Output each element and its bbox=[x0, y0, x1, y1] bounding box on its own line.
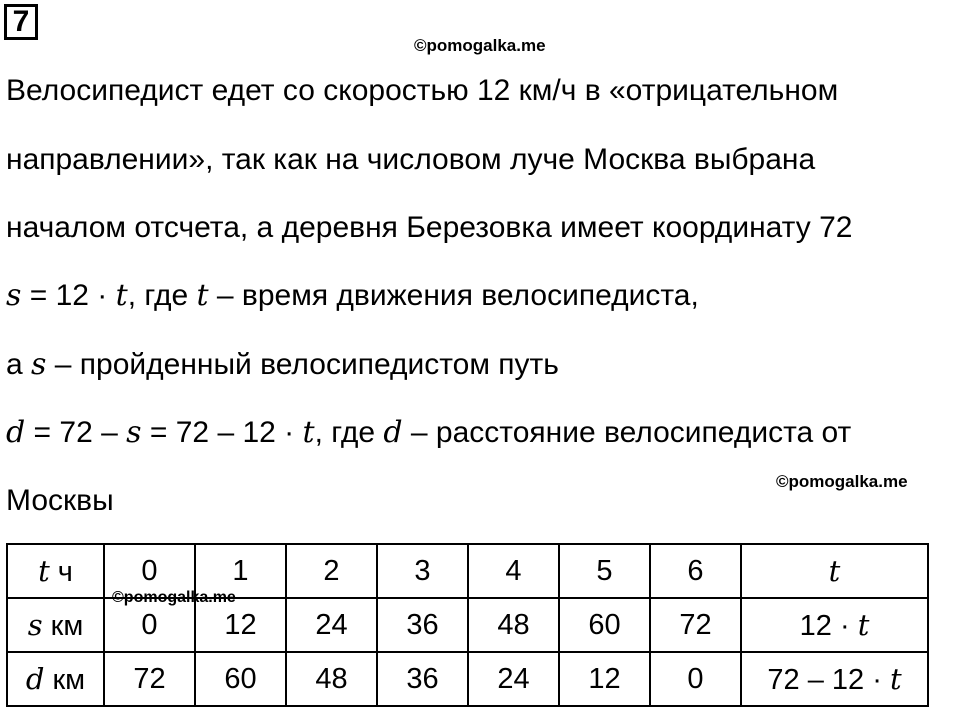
formula-text: а bbox=[6, 348, 32, 381]
watermark-top: ©pomogalka.me bbox=[414, 36, 546, 55]
row-header-cell bbox=[7, 544, 104, 598]
values-table bbox=[6, 543, 929, 707]
row-variable: d bbox=[25, 661, 45, 696]
formula-text: – пройденный велосипедистом путь bbox=[46, 348, 559, 381]
table-cell: 3 bbox=[377, 544, 468, 598]
row-variable: s bbox=[27, 607, 43, 642]
formula-d-line bbox=[6, 416, 851, 450]
var-s: s bbox=[31, 347, 47, 382]
table-cell: 48 bbox=[468, 598, 559, 652]
table-cell: 60 bbox=[195, 652, 286, 706]
var-t: t bbox=[828, 553, 841, 588]
table-cell: 0 bbox=[650, 652, 741, 706]
table-cell: 36 bbox=[377, 652, 468, 706]
table-cell: 12 bbox=[559, 652, 650, 706]
table-cell: 12 bbox=[195, 598, 286, 652]
var-s: s bbox=[6, 278, 22, 313]
formula-cell bbox=[741, 598, 928, 652]
table-cell: 24 bbox=[468, 652, 559, 706]
table-cell: 60 bbox=[559, 598, 650, 652]
formula-text: 12 · bbox=[799, 609, 858, 642]
var-s: s bbox=[126, 415, 142, 450]
table-cell: 36 bbox=[377, 598, 468, 652]
formula-cell bbox=[741, 652, 928, 706]
formula-cell bbox=[741, 544, 928, 598]
formula-text: = 72 – 12 · bbox=[141, 416, 303, 449]
var-t: t bbox=[196, 278, 209, 313]
formula-s-definition-line bbox=[6, 348, 559, 382]
var-d: d bbox=[6, 415, 26, 450]
table-cell: 2 bbox=[286, 544, 377, 598]
table-cell: 48 bbox=[286, 652, 377, 706]
formula-s-line bbox=[6, 279, 699, 313]
row-variable: t bbox=[38, 553, 50, 588]
watermark-table: ©pomogalka.me bbox=[112, 589, 236, 606]
table-cell: 72 bbox=[650, 598, 741, 652]
table-cell: 1 bbox=[195, 544, 286, 598]
formula-text: = 72 – bbox=[25, 416, 127, 449]
row-unit: км bbox=[42, 609, 84, 642]
problem-number: 7 bbox=[4, 4, 38, 40]
table-cell: 0 bbox=[104, 544, 195, 598]
row-unit: км bbox=[44, 663, 86, 696]
formula-text: 72 – 12 · bbox=[767, 663, 890, 696]
table-cell: 24 bbox=[286, 598, 377, 652]
var-t: t bbox=[115, 278, 128, 313]
watermark-right: ©pomogalka.me bbox=[776, 472, 908, 491]
var-t: t bbox=[302, 415, 315, 450]
table-row bbox=[7, 652, 928, 706]
formula-text: , где bbox=[127, 279, 197, 312]
table-cell: 4 bbox=[468, 544, 559, 598]
row-header-cell bbox=[7, 652, 104, 706]
paragraph-line-3: началом отсчета, а деревня Березовка имеет координату 72 bbox=[6, 211, 853, 244]
table-cell: 5 bbox=[559, 544, 650, 598]
table-cell: 0 bbox=[104, 598, 195, 652]
formula-text: – расстояние велосипедиста от bbox=[402, 416, 852, 449]
formula-text: = 12 · bbox=[21, 279, 116, 312]
table-cell: 6 bbox=[650, 544, 741, 598]
paragraph-line-2: направлении», так как на числовом луче Москва выбрана bbox=[6, 143, 816, 176]
formula-text: – время движения велосипедиста, bbox=[208, 279, 699, 312]
row-header-cell bbox=[7, 598, 104, 652]
formula-text: , где bbox=[314, 416, 384, 449]
var-d: d bbox=[383, 415, 403, 450]
table-cell: 72 bbox=[104, 652, 195, 706]
formula-d-line-2: Москвы bbox=[6, 484, 114, 517]
var-t: t bbox=[889, 661, 902, 696]
var-t: t bbox=[857, 607, 870, 642]
row-unit: ч bbox=[49, 555, 73, 588]
paragraph-line-1: Велосипедист едет со скоростью 12 км/ч в «отрицательном bbox=[6, 74, 839, 107]
